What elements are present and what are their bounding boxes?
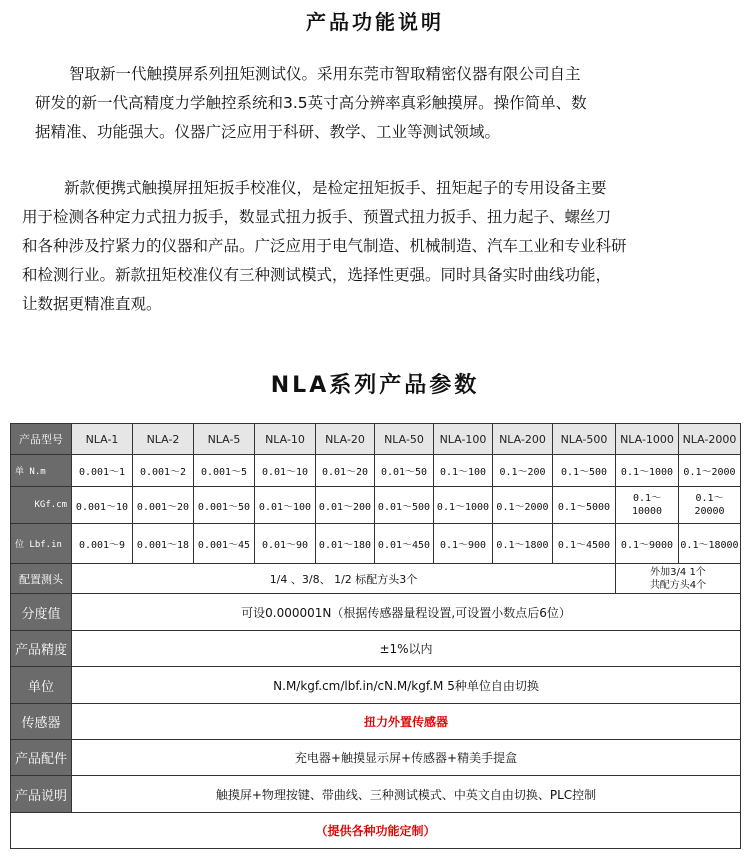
intro-paragraph: [22, 60, 734, 147]
range-cell: 0.01～200: [316, 487, 375, 524]
intro-line: 智取新一代触摸屏系列扭矩测试仪。采用东莞市智取精密仪器有限公司自主: [69, 65, 581, 83]
resolution-row: [11, 594, 741, 631]
accessories-label: 产品配件: [11, 740, 72, 776]
model-cell: NLA-500: [553, 424, 616, 455]
unit-row: [11, 667, 741, 704]
unit-label-kgfcm: KGf.cm: [11, 487, 72, 524]
range-cell: 0.1～5000: [553, 487, 616, 524]
custom-note: （提供各种功能定制）: [11, 813, 741, 849]
range-cell: 0.1～100: [434, 455, 493, 487]
description-paragraph: [22, 174, 734, 319]
range-cell: 0.1～1000: [616, 455, 679, 487]
resolution-value: 可设0.000001N（根据传感器量程设置,可设置小数点后6位）: [72, 594, 741, 631]
range-cell: 0.01～90: [255, 524, 316, 564]
range-cell: 0.1～9000: [616, 524, 679, 564]
range-cell: 0.01～450: [375, 524, 434, 564]
range-cell: 0.1～500: [553, 455, 616, 487]
sensor-label: 传感器: [11, 704, 72, 740]
description-line: 新款便携式触摸屏扭矩扳手校准仪，是检定扭矩扳手、扭矩起子的专用设备主要: [64, 179, 607, 197]
range-cell: 0.01～50: [375, 455, 434, 487]
range-cell: 0.001～1: [72, 455, 133, 487]
resolution-label: 分度值: [11, 594, 72, 631]
intro-line: 据精准、功能强大。仪器广泛应用于科研、教学、工业等测试领域。: [35, 123, 501, 141]
model-cell: NLA-200: [493, 424, 553, 455]
table-title: NLA系列产品参数: [270, 373, 480, 398]
description-line: 和检测行业。新款扭矩校准仪有三种测试模式，选择性更强。同时具备实时曲线功能，: [22, 266, 612, 284]
range-cell: 0.001～9: [72, 524, 133, 564]
range-cell: 0.1～900: [434, 524, 493, 564]
range-cell: 0.001～20: [133, 487, 194, 524]
unit-value: N.M/kgf.cm/lbf.in/cN.M/kgf.M 5种单位自由切换: [72, 667, 741, 704]
accuracy-label: 产品精度: [11, 631, 72, 667]
model-cell: NLA-5: [194, 424, 255, 455]
range-cell: 0.1～1000: [434, 487, 493, 524]
adapter-value: 1/4 、3/8、 1/2 标配方头3个: [72, 564, 616, 594]
model-cell: NLA-1000: [616, 424, 679, 455]
range-cell: 0.1～200: [493, 455, 553, 487]
page-title: 产品功能说明: [306, 10, 444, 34]
range-cell: 0.001～2: [133, 455, 194, 487]
range-cell: 0.1～1800: [493, 524, 553, 564]
model-cell: NLA-2000: [679, 424, 741, 455]
adapter-extra: 外加3/4 1个 共配方头4个: [616, 564, 741, 594]
description-label: 产品说明: [11, 776, 72, 813]
range-cell: 0.1～18000: [679, 524, 741, 564]
range-cell: 0.1～2000: [493, 487, 553, 524]
unit-label: 单位: [11, 667, 72, 704]
adapter-row: [11, 564, 741, 594]
custom-row: [11, 813, 741, 849]
range-cell: 0.001～18: [133, 524, 194, 564]
model-cell: NLA-100: [434, 424, 493, 455]
range-cell: 0.01～20: [316, 455, 375, 487]
unit-label-nm: 单 N.m: [11, 455, 72, 487]
model-cell: NLA-1: [72, 424, 133, 455]
range-cell: 0.1～ 10000: [616, 487, 679, 524]
description-line: 用于检测各种定力式扭力扳手，数显式扭力扳手、预置式扭力扳手、扭力起子、螺丝刀: [22, 208, 612, 226]
range-cell: 0.001～45: [194, 524, 255, 564]
range-cell: 0.01～100: [255, 487, 316, 524]
range-cell: 0.1～2000: [679, 455, 741, 487]
model-cell: NLA-2: [133, 424, 194, 455]
adapter-label: 配置测头: [11, 564, 72, 594]
model-cell: NLA-10: [255, 424, 316, 455]
description-line: 和各种涉及拧紧力的仪器和产品。广泛应用于电气制造、机械制造、汽车工业和专业科研: [22, 237, 627, 255]
sensor-value: 扭力外置传感器: [72, 704, 741, 740]
range-cell: 0.01～180: [316, 524, 375, 564]
range-cell: 0.001～5: [194, 455, 255, 487]
range-cell: 0.001～10: [72, 487, 133, 524]
description-line: 让数据更精准直观。: [22, 295, 162, 313]
sensor-row: [11, 704, 741, 740]
description-row: [11, 776, 741, 813]
model-cell: NLA-50: [375, 424, 434, 455]
range-kgfcm-row: [11, 487, 741, 524]
accessories-row: [11, 740, 741, 776]
range-cell: 0.01～10: [255, 455, 316, 487]
range-nm-row: [11, 455, 741, 487]
accuracy-row: [11, 631, 741, 667]
range-cell: 0.1～4500: [553, 524, 616, 564]
intro-line: 研发的新一代高精度力学触控系统和3.5英寸高分辨率真彩触摸屏。操作简单、数: [35, 94, 587, 112]
range-cell: 0.01～500: [375, 487, 434, 524]
range-lbfin-row: [11, 524, 741, 564]
accuracy-value: ±1%以内: [72, 631, 741, 667]
range-cell: 0.1～ 20000: [679, 487, 741, 524]
model-row: [11, 424, 741, 455]
unit-label-lbfin: 位 Lbf.in: [11, 524, 72, 564]
spec-table: [10, 423, 741, 849]
model-cell: NLA-20: [316, 424, 375, 455]
accessories-value: 充电器+触摸显示屏+传感器+精美手提盒: [72, 740, 741, 776]
model-label: 产品型号: [11, 424, 72, 455]
range-cell: 0.001～50: [194, 487, 255, 524]
description-value: 触摸屏+物理按键、带曲线、三种测试模式、中英文自由切换、PLC控制: [72, 776, 741, 813]
